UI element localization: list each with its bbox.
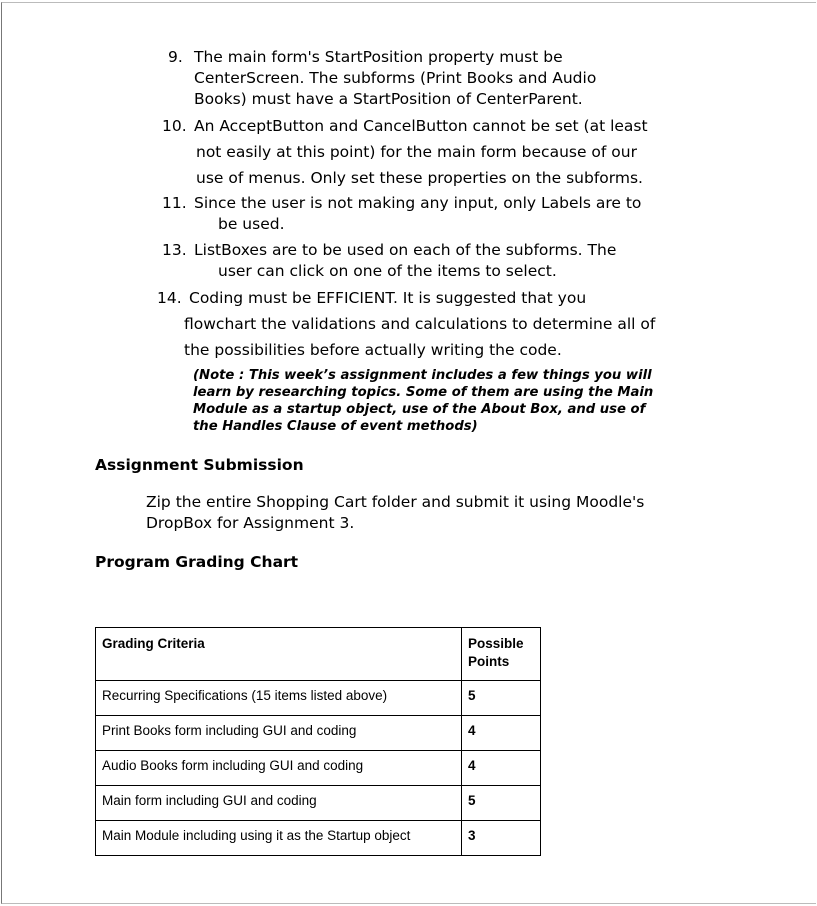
list-item-text: Books) must have a StartPosition of CenterParent. [194, 90, 583, 108]
points-cell: 5 [462, 786, 541, 821]
grading-heading: Program Grading Chart [95, 553, 299, 571]
list-item-text: CenterScreen. The subforms (Print Books and Audio [194, 69, 597, 87]
points-cell: 5 [462, 681, 541, 716]
note-block [193, 367, 653, 435]
list-item-text: Since the user is not making any input, only Labels are to [194, 194, 642, 212]
submission-paragraph [146, 492, 644, 534]
header-points-line: Points [468, 654, 510, 669]
criteria-cell: Main form including GUI and coding [96, 786, 462, 821]
table-header-row [96, 628, 541, 681]
note-line: Module as a startup object, use of the About Box, and use of [193, 402, 646, 417]
criteria-cell: Audio Books form including GUI and coding [96, 751, 462, 786]
criteria-cell: Print Books form including GUI and coding [96, 716, 462, 751]
note-line: learn by researching topics. Some of them are using the Main [193, 385, 654, 400]
table-row [96, 716, 541, 751]
list-item-text: ListBoxes are to be used on each of the subforms. The [194, 241, 617, 259]
submission-heading: Assignment Submission [95, 456, 304, 474]
criteria-cell: Main Module including using it as the Startup object [96, 821, 462, 856]
list-item-text: user can click on one of the items to select. [218, 262, 557, 280]
list-item-text: use of menus. Only set these properties on the subforms. [196, 169, 643, 187]
list-item-text: An AcceptButton and CancelButton cannot be set (at least [194, 117, 648, 135]
list-item-text: the possibilities before actually writing the code. [184, 341, 562, 359]
table-row [96, 821, 541, 856]
list-item-number: 14. [157, 289, 182, 307]
list-item-text: Coding must be EFFICIENT. It is suggested that you [189, 289, 587, 307]
list-item-number: 11. [162, 194, 187, 212]
list-item-number: 13. [162, 241, 187, 259]
table-row [96, 786, 541, 821]
submission-line: Zip the entire Shopping Cart folder and submit it using Moodle's [146, 493, 645, 511]
header-points-line: Possible [468, 636, 524, 651]
note-line: (Note : This week’s assignment includes a few things you will [193, 368, 652, 383]
note-line: the Handles Clause of event methods) [193, 419, 478, 434]
list-item-number: 9. [168, 48, 183, 66]
list-item-text: flowchart the validations and calculations to determine all of [184, 315, 656, 333]
list-item-number: 10. [162, 117, 187, 135]
list-item-text: not easily at this point) for the main form because of our [196, 143, 637, 161]
header-grading-criteria: Grading Criteria [96, 628, 462, 681]
points-cell: 3 [462, 821, 541, 856]
points-cell: 4 [462, 751, 541, 786]
points-cell: 4 [462, 716, 541, 751]
criteria-cell: Recurring Specifications (15 items listed above) [96, 681, 462, 716]
table-row [96, 751, 541, 786]
table-row [96, 681, 541, 716]
submission-line: DropBox for Assignment 3. [146, 514, 355, 532]
list-item-text: be used. [218, 215, 285, 233]
header-possible-points [462, 628, 541, 681]
list-item-text: The main form's StartPosition property must be [194, 48, 563, 66]
grading-table [95, 627, 541, 856]
